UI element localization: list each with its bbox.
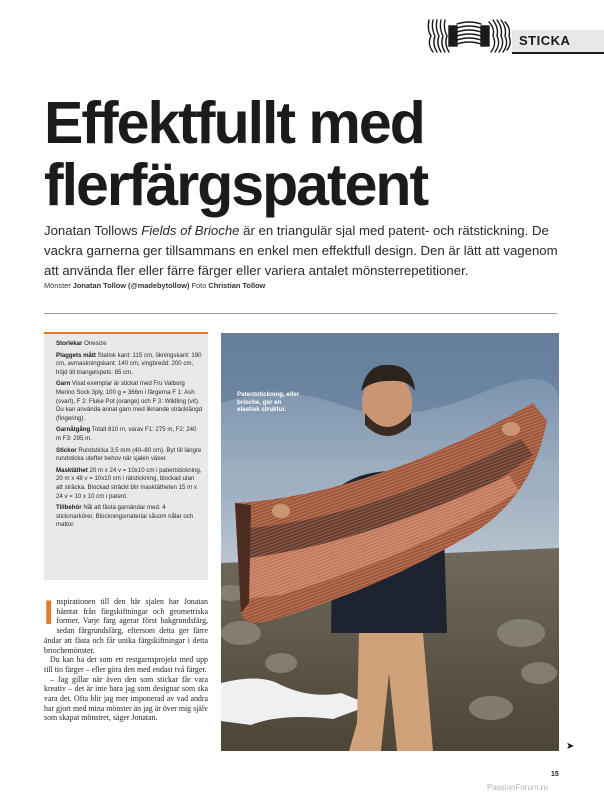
info-label: Storlekar	[56, 340, 83, 347]
photo-caption: Patentstickning, eller brioche, ger en elastisk struktur.	[237, 391, 300, 414]
info-needles	[56, 447, 202, 464]
info-value: Onesize	[82, 340, 107, 347]
body-text-1: nspirationen till den här sjalen har Jonatan hämtat från färgskiftningar och geometriska former. Varje färg agerar först bakgrundsfärg, sedan färgrundsfärg, eftersom detta ger färre ändar att fästa och får unika färgskiftningar i detta briochemönster.	[44, 597, 208, 655]
credits-line	[44, 281, 564, 290]
header-divider	[512, 52, 604, 54]
drop-cap: I	[44, 594, 54, 632]
body-paragraph-2: Du kan ha det som ett restgarnsprojekt med upp till tio färger – eller göra den med endast två färger.	[44, 655, 208, 674]
info-label: Tillbehör	[56, 504, 82, 512]
pattern-info-box	[44, 332, 208, 580]
info-gauge	[56, 467, 202, 501]
info-label: Masktäthet	[56, 466, 88, 474]
section-label: STICKA	[512, 30, 604, 52]
article-body	[44, 594, 208, 723]
title-line-2: flerfärgspatent	[44, 152, 428, 218]
info-sizes	[56, 340, 202, 349]
continue-arrow-icon: ➤	[566, 741, 575, 752]
photographer: Christian Tollow	[208, 281, 266, 290]
yarn-skein-icon	[425, 14, 513, 56]
lead-text-end: är en triangulär sjal med patent- och rätstickning. De vackra garnerna ger tillsammans en enkel men effektfull design. Den är lätt att vagenom att använda fler eller färre färger eller variera antalet mönsterrepetitioner.	[44, 223, 558, 278]
info-label: Garnåtgång	[56, 426, 91, 434]
info-label: Stickor	[56, 446, 77, 454]
page-title	[44, 92, 564, 216]
info-label: Garn	[56, 380, 71, 388]
pattern-label: Mönster	[44, 281, 73, 290]
section-divider	[44, 313, 557, 314]
info-value: 20 m x 24 v = 10x10 cm i patentstickning, 20 m x 48 v = 10x10 cm i rätstickning, blockad utan att sträcka. Blockad sträckt blir masktätheten 15 m x 24 v = 10 x 10 cm i patent.	[56, 466, 202, 500]
photo-label: Foto	[189, 281, 209, 290]
info-value: Statisk kant: 115 cm, ökningskant: 190 cm, avmaskningskant: 140 cm, vingbredd: 200 cm, höjd till triangelspets: 85 cm.	[56, 351, 202, 376]
info-value: Visat exemplar är stickat med Fru Valborg Merino Sock 3ply, 100 g = 366m i färgerna F 1: Ash (svart), F 2: Fluke Pot (orange) och F 3: Wildling (vit). Du kan använda annat garn med liknande sträcklängd (fingering).	[56, 380, 203, 422]
info-value: Nål att fästa garnändar med. 4 stickmarkörer. Blockningsmaterial såsom nålar och mattor.	[56, 504, 194, 529]
body-paragraph-1	[44, 594, 208, 655]
body-paragraph-3: – Jag gillar när även den som stickar får vara kreativ – det är inte bara jag som designar som ska vara det. Ofta blir jag mer imponerad av vad andra har gjort med mina mönster än jag är över mig själv som skapat mönstret, säger Jonatan.	[44, 674, 208, 723]
lead-pattern-title: Fields of Brioche	[141, 223, 240, 238]
watermark: PassionForum.ru	[487, 783, 548, 792]
pattern-designer: Jonatan Tollow (@madebytollow)	[72, 281, 190, 290]
lead-text-start: Jonatan Tollows	[44, 223, 142, 238]
info-label: Plaggets mått	[56, 351, 96, 359]
info-measurements	[56, 352, 202, 378]
title-line-1: Effektfullt med	[44, 90, 424, 156]
info-value: Rundsticka 3,5 mm (40–80 cm). Byt till längre rundsticka utefter behov när sjalen växer.	[56, 446, 202, 463]
page-number: 15	[551, 771, 559, 778]
info-yarn	[56, 380, 202, 423]
lead-paragraph	[44, 221, 569, 281]
info-notions	[56, 504, 202, 530]
info-yarn-amount	[56, 426, 202, 443]
info-value: Totalt 810 m, varav F1: 275 m, F2: 240 m F3: 295 m.	[56, 426, 197, 442]
